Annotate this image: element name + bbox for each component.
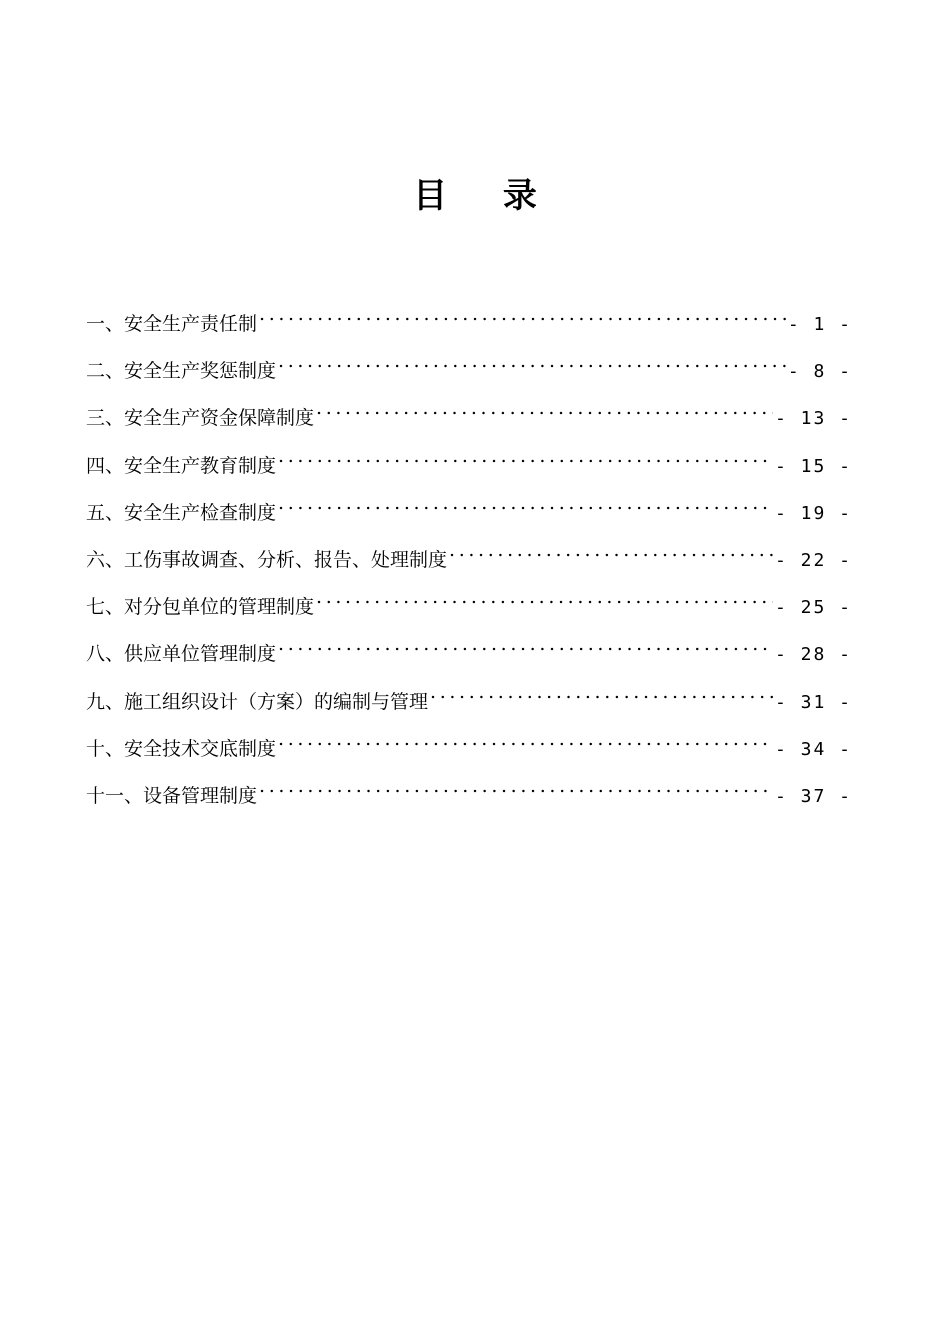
toc-entry-label: 九、施工组织设计（方案）的编制与管理: [86, 690, 429, 713]
toc-entry-page: - 1 -: [787, 314, 852, 335]
toc-entry-page: - 34 -: [774, 738, 852, 760]
toc-entry-page: - 19 -: [774, 502, 852, 524]
toc-entry-page: - 31 -: [774, 691, 852, 713]
toc-entry-label: 六、工伤事故调查、分析、报告、处理制度: [86, 548, 448, 571]
toc-dot-leader: [278, 735, 773, 755]
toc-entry-label: 十、安全技术交底制度: [86, 737, 277, 760]
toc-entry-page: - 15 -: [774, 455, 852, 477]
toc-entry[interactable]: [86, 778, 852, 825]
toc-dot-leader: [259, 782, 773, 802]
toc-entry-label: 五、安全生产检查制度: [86, 501, 277, 524]
toc-entry-label: 十一、设备管理制度: [86, 784, 258, 807]
toc-entry-label: 一、安全生产责任制: [86, 313, 258, 335]
toc-entry[interactable]: [86, 684, 852, 731]
toc-entry[interactable]: [86, 542, 852, 589]
toc-entry[interactable]: [86, 448, 852, 495]
toc-entry-page: - 13 -: [774, 408, 852, 430]
toc-dot-leader: [259, 310, 786, 330]
toc-entry-page: - 8 -: [787, 361, 852, 383]
toc-dot-leader: [278, 640, 773, 660]
toc-dot-leader: [278, 499, 773, 519]
toc-entry[interactable]: [86, 636, 852, 683]
toc-entry[interactable]: [86, 306, 852, 353]
toc-dot-leader: [316, 404, 773, 424]
toc-entry-label: 二、安全生产奖惩制度: [86, 360, 277, 383]
toc-entry[interactable]: [86, 589, 852, 636]
toc-entry[interactable]: [86, 731, 852, 778]
toc-dot-leader: [449, 546, 773, 566]
toc-entry-label: 三、安全生产资金保障制度: [86, 407, 315, 430]
toc-entry-page: - 22 -: [774, 549, 852, 571]
toc-entry-page: - 25 -: [774, 597, 852, 619]
toc-dot-leader: [430, 688, 773, 708]
toc-entry-label: 八、供应单位管理制度: [86, 643, 277, 666]
toc-entry-label: 七、对分包单位的管理制度: [86, 596, 315, 619]
toc-entry[interactable]: [86, 400, 852, 447]
toc-list: [86, 306, 852, 825]
toc-title: 目 录: [413, 176, 559, 216]
toc-entry-label: 四、安全生产教育制度: [86, 454, 277, 477]
toc-entry-page: - 37 -: [774, 785, 852, 807]
toc-entry[interactable]: [86, 353, 852, 400]
toc-entry-page: - 28 -: [774, 644, 852, 666]
toc-dot-leader: [278, 357, 786, 377]
toc-dot-leader: [278, 452, 773, 472]
toc-dot-leader: [316, 593, 773, 613]
toc-entry[interactable]: [86, 495, 852, 542]
